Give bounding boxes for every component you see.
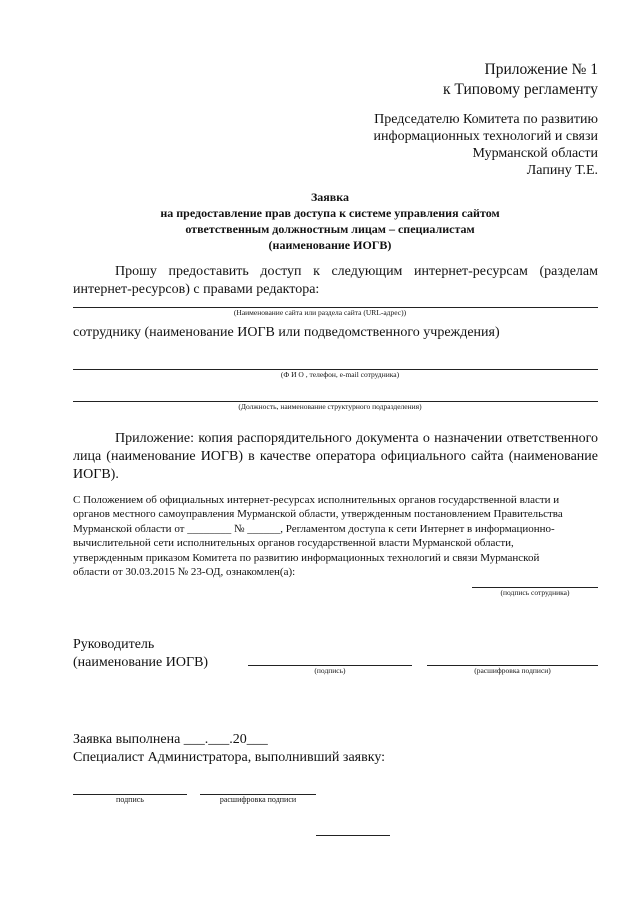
head-decoding-caption: (расшифровка подписи) <box>474 666 551 675</box>
title-line: (наименование ИОГВ) <box>268 238 392 252</box>
document-title <box>60 189 600 253</box>
employee-text: сотруднику (наименование ИОГВ или подведомственного учреждения) <box>73 325 500 340</box>
site-caption: (Наименование сайта или раздела сайта (URL-адрес)) <box>233 308 407 317</box>
addressee-block <box>278 111 598 179</box>
addressee-name: Лапину Т.Е. <box>526 163 598 178</box>
position-caption: (Должность, наименование структурного подразделения) <box>238 402 422 411</box>
spec-signature-caption: подпись <box>116 795 144 804</box>
completion-date: Заявка выполнена ___.___.20___ <box>73 732 268 747</box>
acknowledgement-line: С Положением об официальных интернет-ресурсах исполнительных органов государственной власти и <box>73 494 560 506</box>
appendix-header <box>298 60 598 100</box>
appendix-regulation: к Типовому регламенту <box>442 81 598 98</box>
acknowledgement-paragraph <box>73 493 603 579</box>
title-word: Заявка <box>310 190 350 204</box>
head-organization: (наименование ИОГВ) <box>73 655 209 670</box>
acknowledgement-line: утвержденным приказом Комитета по развитию информационных технологий и связи Мурманской <box>73 551 540 564</box>
acknowledgement-line: Мурманской области от ________ № ______, Регламентом доступа к сети Интернет в информационно- <box>73 522 555 535</box>
fio-caption: (Ф И О , телефон, e-mail сотрудника) <box>280 370 400 379</box>
addressee-line: Председателю Комитета по развитию <box>374 112 598 127</box>
head-signature-caption: (подпись) <box>314 666 346 675</box>
addressee-line: информационных технологий и связи <box>373 129 598 144</box>
acknowledgement-line: вычислительной сети исполнительных органов государственной власти Мурманской области, <box>73 537 514 550</box>
employee-signature-caption: (подпись сотрудника) <box>500 588 570 597</box>
acknowledgement-line: органов местного самоуправления Мурманской области, утвержденным постановлением Правительства <box>73 508 563 521</box>
title-line: на предоставление прав доступа к системе управления сайтом <box>160 206 500 220</box>
request-paragraph: Прошу предоставить доступ к следующим интернет-ресурсам (разделам интернет-ресурсов) с правами редактора: <box>73 264 598 297</box>
attachment-paragraph: Приложение: копия распорядительного документа о назначении ответственного лица (наименование ИОГВ) в качестве оператора официального сайта (наименование ИОГВ). <box>73 431 598 482</box>
addressee-line: Мурманской области <box>472 146 598 161</box>
appendix-number: Приложение № 1 <box>484 61 598 78</box>
footer-line <box>316 835 390 836</box>
head-block <box>73 636 273 672</box>
spec-decoding-caption: расшифровка подписи <box>219 795 297 804</box>
administrator-specialist: Специалист Администратора, выполнивший заявку: <box>73 750 386 765</box>
acknowledgement-line: области от 30.03.2015 № 23-ОД, ознакомлен(а): <box>73 566 296 579</box>
completion-block <box>73 731 473 767</box>
head-title: Руководитель <box>73 637 155 652</box>
title-line: ответственным должностным лицам – специалистам <box>185 222 475 236</box>
